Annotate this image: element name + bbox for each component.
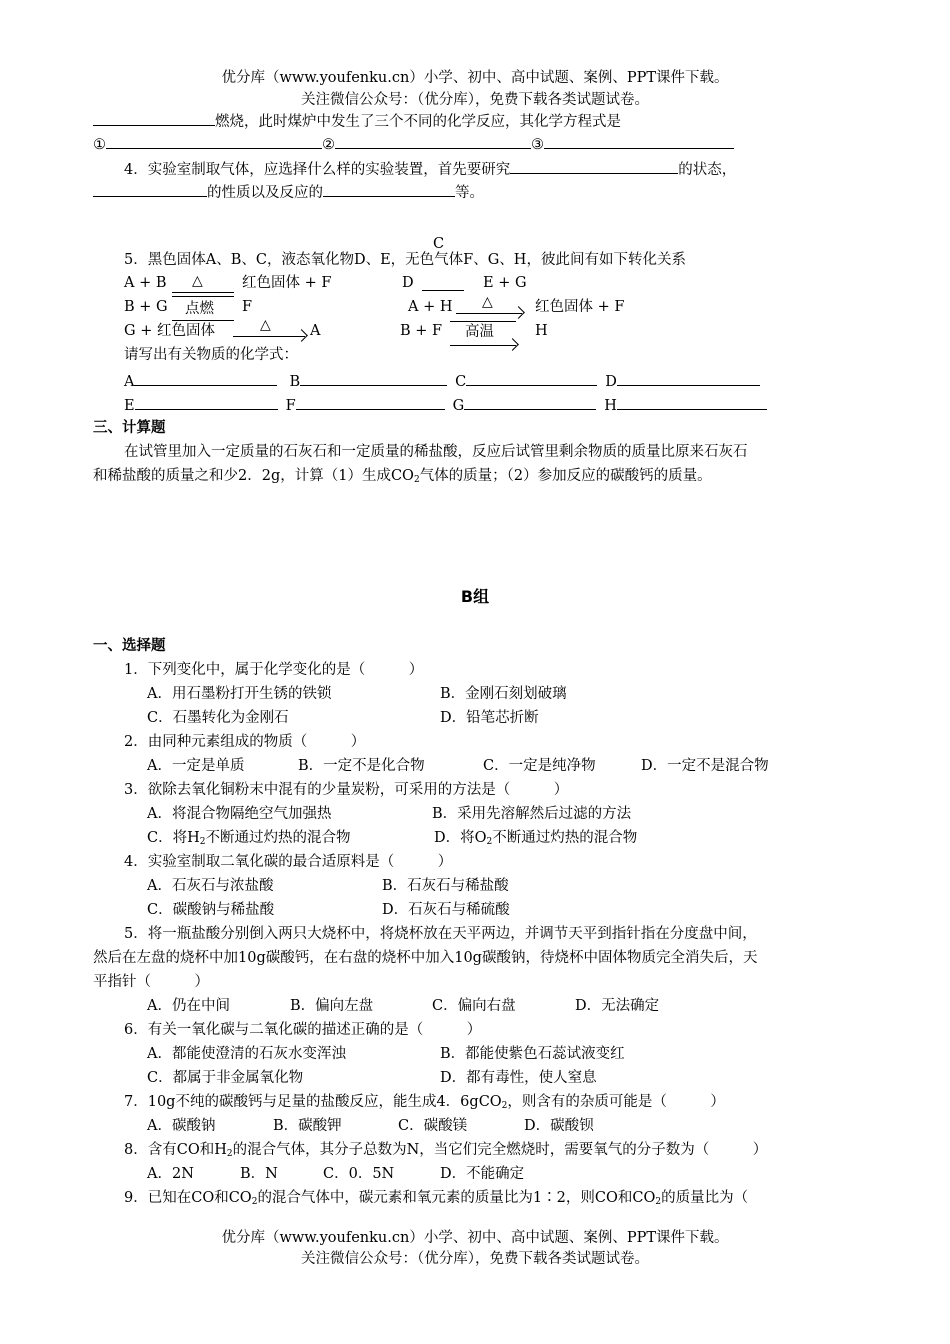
q4-text: 的状态， — [678, 162, 737, 178]
b-q6-opt-b[interactable]: B．都能使紫色石蕊试液变红 — [440, 1046, 625, 1062]
b-q1-opt-c[interactable]: C．石墨转化为金刚石 — [147, 710, 289, 726]
b-q1-opt-b[interactable]: B．金刚石刻划破璃 — [440, 686, 567, 702]
label-e: E — [124, 398, 135, 414]
answer-blank[interactable] — [106, 133, 322, 149]
b-q5-line-3: 平指针（ ） — [93, 974, 209, 990]
answer-row-1 — [124, 370, 760, 392]
q8-text: 8．含有CO和H — [124, 1142, 227, 1158]
answer-blank[interactable] — [300, 370, 447, 386]
b-q3-opt-d[interactable] — [434, 828, 637, 852]
subscript: 2 — [251, 1197, 258, 1207]
q9-text: 9．已知在CO和CO — [124, 1190, 252, 1206]
b-q6-opt-c[interactable]: C．都属于非金属氧化物 — [147, 1070, 304, 1086]
r4-right: 红色固体 + F — [535, 299, 625, 315]
b-q7 — [124, 1092, 725, 1116]
b-q7-opt-d[interactable]: D．碳酸钡 — [524, 1118, 594, 1134]
r6-right: H — [535, 323, 548, 339]
q3-tail-line — [93, 110, 621, 132]
header-line-2: 关注微信公众号：（优分库），免费下载各类试题试卷。 — [301, 92, 649, 108]
answer-blank[interactable] — [323, 181, 455, 197]
answer-blank[interactable] — [335, 133, 531, 149]
b-q8-opt-b[interactable]: B．N — [240, 1166, 278, 1182]
q3-tail-text: 燃烧，此时煤炉中发生了三个不同的化学反应，其化学方程式是 — [215, 114, 621, 130]
b-q4-opt-d[interactable]: D．石灰石与稀硫酸 — [382, 902, 510, 918]
r5-left: G + 红色固体 — [124, 323, 215, 339]
r2-right: E + G — [483, 275, 527, 291]
b-q2-opt-d[interactable]: D．一定不是混合物 — [641, 758, 769, 774]
subscript: 2 — [501, 1101, 508, 1111]
b-section1-heading: 一、选择题 — [93, 638, 166, 654]
heat-symbol-icon: △ — [260, 317, 271, 333]
answer-blank[interactable] — [296, 394, 445, 410]
answer-blank[interactable] — [466, 370, 597, 386]
q4-text: 的性质以及反应的 — [207, 185, 323, 201]
r3-right: F — [242, 299, 253, 315]
b-q3-opt-a[interactable]: A．将混合物隔绝空气加强热 — [147, 806, 332, 822]
b-q4-opt-b[interactable]: B．石灰石与稀盐酸 — [382, 878, 509, 894]
q4-text: 4．实验室制取气体，应选择什么样的实验装置，首先要研究 — [124, 162, 511, 178]
label-f: F — [285, 398, 296, 414]
subscript: 2 — [655, 1197, 662, 1207]
b-q2-opt-a[interactable]: A．一定是单质 — [147, 758, 245, 774]
answer-blank[interactable] — [510, 158, 678, 174]
b-q1-opt-d[interactable]: D．铅笔芯折断 — [440, 710, 539, 726]
subscript: 2 — [486, 837, 493, 847]
r6-left: B + F — [400, 323, 443, 339]
q4-line-2 — [93, 181, 484, 203]
b-q2: 2．由同种元素组成的物质（ ） — [124, 734, 366, 750]
b-q6-opt-d[interactable]: D．都有毒性，使人窒息 — [440, 1070, 597, 1086]
marker-2: ② — [322, 137, 335, 153]
r1-right: 红色固体 + F — [242, 275, 332, 291]
b-q7-opt-b[interactable]: B．碳酸钾 — [273, 1118, 342, 1134]
b-q4-opt-c[interactable]: C．碳酸钠与稀盐酸 — [147, 902, 275, 918]
b-q9 — [124, 1188, 748, 1212]
q9-text: 的质量比为（ — [661, 1190, 749, 1206]
label-b: B — [289, 374, 301, 390]
b-q8-opt-c[interactable]: C．0．5N — [323, 1166, 395, 1182]
reaction-arrow-icon — [450, 345, 516, 346]
r5-right: A — [310, 323, 321, 339]
q5-text: 5．黑色固体A、B、C，液态氧化物D、E，无色气体F、G、H，彼此间有如下转化关系 — [124, 252, 686, 268]
b-q3-opt-b[interactable]: B．采用先溶解然后过滤的方法 — [432, 806, 632, 822]
answer-blank[interactable] — [93, 181, 207, 197]
b-q8-opt-a[interactable]: A．2N — [147, 1166, 194, 1182]
section3-line-1: 在试管里加入一定质量的石灰石和一定质量的稀盐酸，反应后试管里剩余物质的质量比原来石灰石 — [124, 444, 748, 460]
b-q5-line-1: 5．将一瓶盐酸分别倒入两只大烧杯中，将烧杯放在天平两边，并调节天平到指针指在分度盘中间， — [124, 926, 757, 942]
b-q6-opt-a[interactable]: A．都能使澄清的石灰水变浑浊 — [147, 1046, 346, 1062]
answer-blank[interactable] — [617, 394, 767, 410]
q4-line-1 — [124, 158, 736, 180]
b-q8-opt-d[interactable]: D．不能确定 — [440, 1166, 525, 1182]
marker-1: ① — [93, 137, 106, 153]
opt-text: 不断通过灼热的混合物 — [492, 830, 638, 846]
answer-row-2 — [124, 394, 767, 416]
reaction-arrow-icon — [456, 313, 522, 314]
subscript: 2 — [199, 837, 206, 847]
answer-blank[interactable] — [93, 110, 215, 126]
answer-blank[interactable] — [544, 133, 734, 149]
b-q5-opt-c[interactable]: C．偏向右盘 — [432, 998, 516, 1014]
b-q1-opt-a[interactable]: A．用石墨粉打开生锈的铁锁 — [147, 686, 332, 702]
b-q5-opt-b[interactable]: B．偏向左盘 — [290, 998, 374, 1014]
b-q3: 3．欲除去氧化铜粉末中混有的少量炭粉，可采用的方法是（ ） — [124, 782, 569, 798]
q5-prompt: 请写出有关物质的化学式： — [124, 347, 298, 363]
answer-blank[interactable] — [135, 394, 278, 410]
q4-text: 等。 — [455, 185, 484, 201]
q3-equation-blanks — [93, 133, 734, 155]
q9-text: 的混合气体中，碳元素和氧元素的质量比为1∶2，则CO和CO — [257, 1190, 656, 1206]
footer-line-2: 关注微信公众号：（优分库），免费下载各类试题试卷。 — [301, 1251, 649, 1267]
b-q8 — [124, 1140, 767, 1164]
label-h: H — [604, 398, 617, 414]
subscript: 2 — [226, 1149, 233, 1159]
answer-blank[interactable] — [464, 394, 596, 410]
reaction-bar — [422, 290, 464, 291]
reaction-bar — [172, 292, 234, 293]
r6-condition: 高温 — [465, 324, 494, 340]
reaction-arrow-icon — [233, 336, 305, 337]
b-q4: 4．实验室制取二氧化碳的最合适原料是（ ） — [124, 854, 453, 870]
marker-3: ③ — [531, 137, 544, 153]
reaction-bar — [450, 321, 516, 322]
label-g: G — [452, 398, 465, 414]
heat-symbol-icon: △ — [192, 273, 203, 289]
q7-text: 7．10g不纯的碳酸钙与足量的盐酸反应，能生成4．6gCO — [124, 1094, 502, 1110]
section3-heading: 三、计算题 — [93, 420, 166, 436]
b-q2-opt-c[interactable]: C．一定是纯净物 — [483, 758, 596, 774]
b-q7-opt-a[interactable]: A．碳酸钠 — [147, 1118, 216, 1134]
header-line-1: 优分库（www.youfenku.cn）小学、初中、高中试题、案例、PPT课件下载。 — [221, 70, 729, 86]
b-q7-opt-c[interactable]: C．碳酸镁 — [398, 1118, 468, 1134]
reaction-bar — [172, 296, 234, 297]
opt-text: 不断通过灼热的混合物 — [205, 830, 351, 846]
opt-text: D．将O — [434, 830, 487, 846]
answer-blank[interactable] — [134, 370, 277, 386]
q8-text: 的混合气体，其分子总数为N，当它们完全燃烧时，需要氧气的分子数为（ ） — [232, 1142, 768, 1158]
opt-text: C．将H — [147, 830, 200, 846]
b-q3-opt-c[interactable] — [147, 828, 350, 852]
r3-condition: 点燃 — [185, 301, 214, 317]
section3-line-2 — [93, 466, 712, 490]
b-group-title: B组 — [460, 587, 490, 606]
q7-text: ，则含有的杂质可能是（ ） — [507, 1094, 725, 1110]
b-q5-opt-a[interactable]: A．仍在中间 — [147, 998, 230, 1014]
b-q5-opt-d[interactable]: D．无法确定 — [575, 998, 660, 1014]
b-q4-opt-a[interactable]: A．石灰石与浓盐酸 — [147, 878, 274, 894]
footer-line-1: 优分库（www.youfenku.cn）小学、初中、高中试题、案例、PPT课件下载。 — [221, 1230, 729, 1246]
r1-left: A + B — [124, 275, 167, 291]
label-a: A — [124, 374, 135, 390]
b-q1: 1．下列变化中，属于化学变化的是（ ） — [124, 662, 424, 678]
heat-symbol-icon: △ — [482, 294, 493, 310]
s3-text: 气体的质量；（2）参加反应的碳酸钙的质量。 — [419, 468, 712, 484]
label-d: D — [605, 374, 617, 390]
subscript: 2 — [413, 475, 420, 485]
q5-c-mark: C — [433, 236, 445, 252]
answer-blank[interactable] — [617, 370, 760, 386]
label-c: C — [455, 374, 467, 390]
b-q2-opt-b[interactable]: B．一定不是化合物 — [298, 758, 425, 774]
b-q6: 6．有关一氧化碳与二氧化碳的描述正确的是（ ） — [124, 1022, 482, 1038]
r4-left: A + H — [408, 299, 453, 315]
r3-left: B + G — [124, 299, 168, 315]
b-q5-line-2: 然后在左盘的烧杯中加10g碳酸钙，在右盘的烧杯中加入10g碳酸钠，待烧杯中固体物质完全消失后，天 — [93, 950, 758, 966]
r2-left: D — [402, 275, 414, 291]
s3-text: 和稀盐酸的质量之和少2．2g，计算（1）生成CO — [93, 468, 414, 484]
